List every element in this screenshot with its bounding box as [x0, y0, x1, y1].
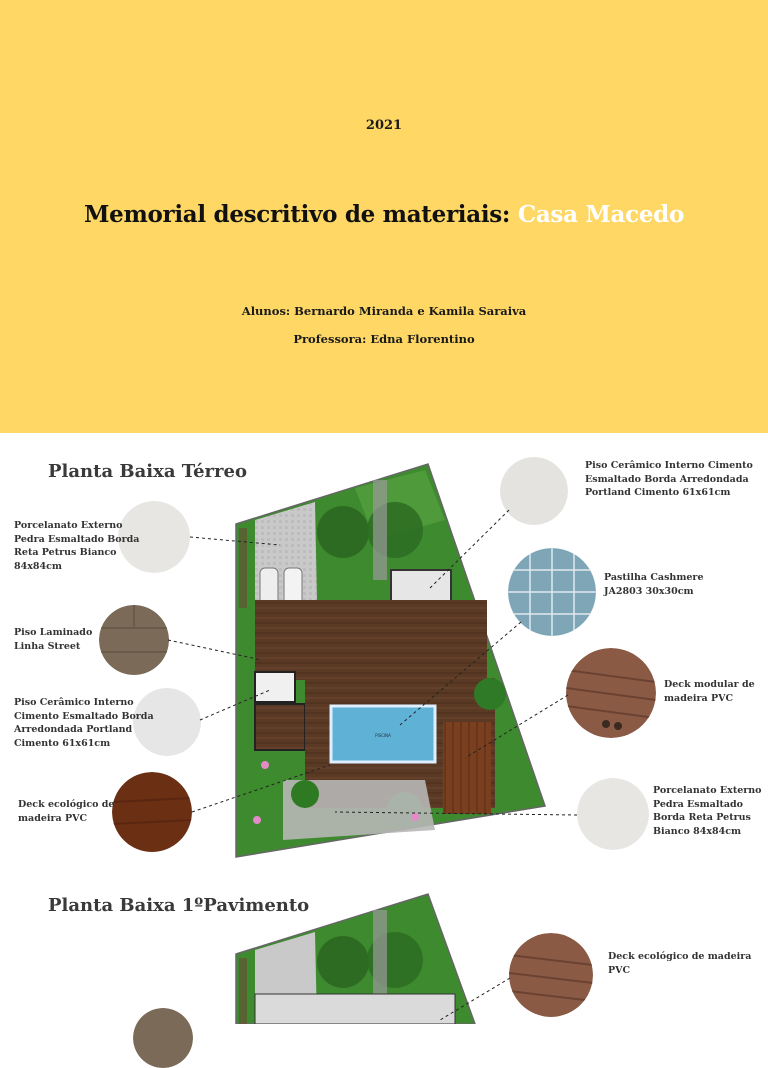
material-label-piso-laminado: Piso Laminado Linha Street — [14, 627, 93, 652]
material-label-deck-modular: Deck modular de madeira PVC — [664, 679, 755, 704]
students-credit: Alunos: Bernardo Miranda e Kamila Saraiva — [241, 304, 527, 318]
section-title-ground-floor: Planta Baixa Térreo — [48, 461, 247, 482]
material-label-deck-ecologico-first-floor: Deck ecológico de madeira PVC — [608, 951, 752, 976]
year-label: 2021 — [365, 118, 403, 133]
title-accent: Casa Macedo — [517, 201, 685, 228]
material-label-deck-ecologico: Deck ecológico de madeira PVC — [18, 799, 115, 824]
material-label-porcelanato-right: Porcelanato Externo Pedra Esmaltado Borda Reta Petrus Bianco 84x84cm — [653, 785, 762, 837]
teacher-credit: Professora: Edna Florentino — [293, 332, 475, 346]
material-label-piso-ceramico-right: Piso Cerâmico Interno Cimento Esmaltado Borda Arredondada Portland Cimento 61x61cm — [585, 460, 753, 498]
material-label-piso-ceramico-left: Piso Cerâmico Interno Cimento Esmaltado Borda Arredondada Portland Cimento 61x61cm — [14, 697, 154, 749]
material-label-porcelanato-left: Porcelanato Externo Pedra Esmaltado Borda Reta Petrus Bianco 84x84cm — [14, 520, 140, 572]
section-title-first-floor: Planta Baixa 1ºPavimento — [48, 895, 310, 916]
pool-label: PISCINA — [375, 733, 391, 738]
title-main: Memorial descritivo de materiais: — [83, 201, 518, 228]
material-label-pastilha: Pastilha Cashmere JA2803 30x30cm — [604, 572, 704, 597]
